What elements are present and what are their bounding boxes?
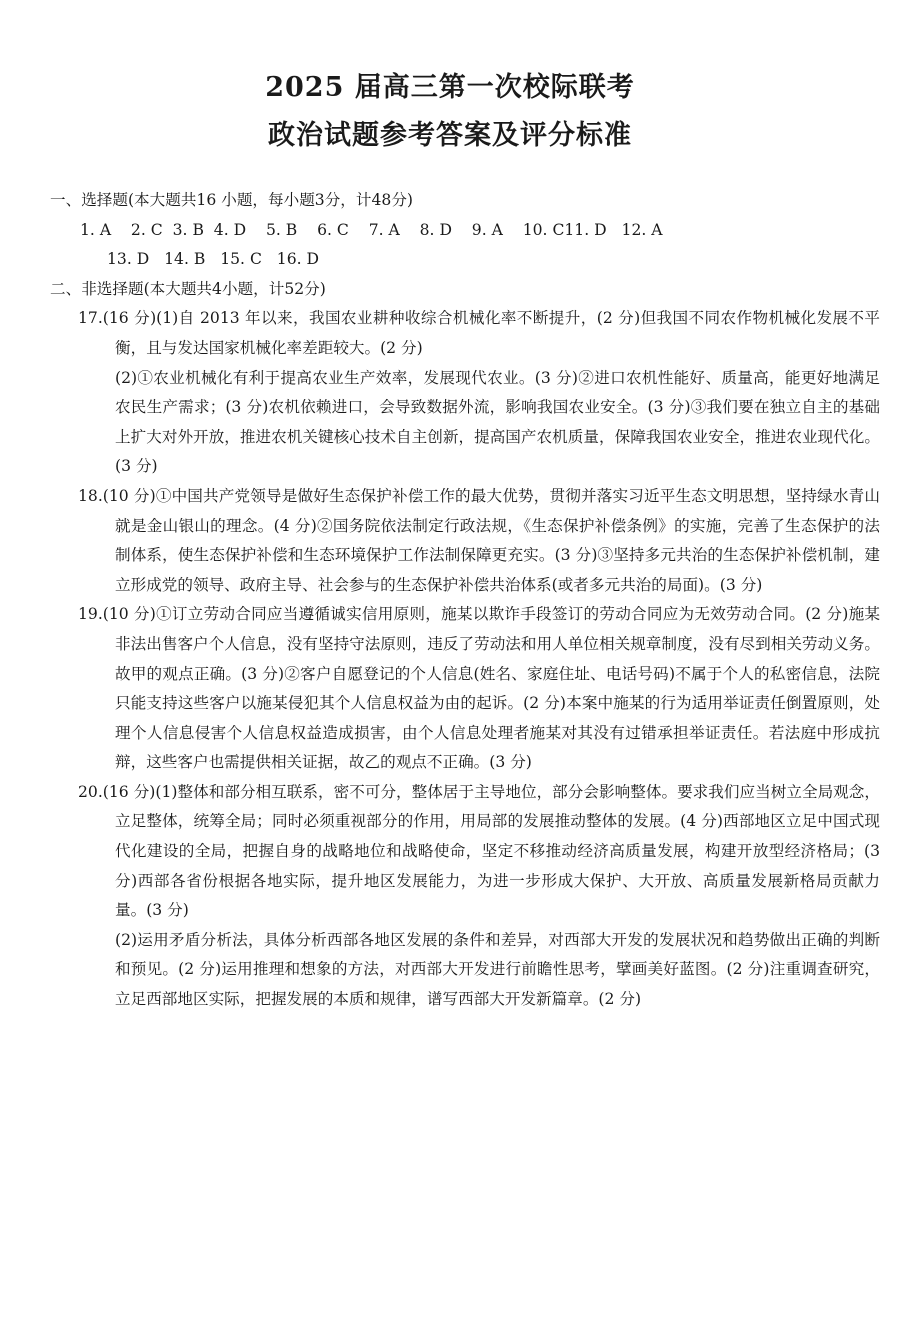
question-17 — [50, 304, 880, 482]
question-19 — [50, 600, 880, 778]
page-subtitle: 政治试题参考答案及评分标准 — [268, 120, 632, 151]
choice-answers-row-1: 1. A 2. C 3. B 4. D 5. B 6. C 7. A 8. D 9. A 10. C11. D 12. A — [80, 220, 663, 239]
section-choice-heading: 一、选择题(本大题共16 小题，每小题3分，计48分) — [50, 191, 414, 209]
page-title: 2025 届高三第一次校际联考 — [265, 72, 635, 103]
question-20-part-1: 20.(16 分)(1)整体和部分相互联系，密不可分，整体居于主导地位，部分会影响整体。要求我们应当树立全局观念，立足整体，统筹全局；同时必须重视部分的作用，用局部的发展推动整体的发展。(4 分)西部地区立足中国式现代化建设的全局，把握自身的战略地位和战略使命，坚定不移推动经济高质量发展，构建开放型经济格局；(3 分)西部各省份根据各地实际，提升地区发展能力，为进一步形成大保护、大开放、高质量发展新格局贡献力量。(3 分) — [78, 782, 880, 920]
question-18-answer: 18.(10 分)①中国共产党领导是做好生态保护补偿工作的最大优势，贯彻并落实习近平生态文明思想，坚持绿水青山就是金山银山的理念。(4 分)②国务院依法制定行政法规，《生态保护补偿条例》的实施，完善了生态保护的法制体系，使生态保护补偿和生态环境保护工作法制保障更充实。(3 分)③坚持多元共治的生态保护补偿机制，建立形成党的领导、政府主导、社会参与的生态保护补偿共治体系(或者多元共治的局面)。(3 分) — [78, 486, 880, 594]
answer-content — [50, 186, 880, 1015]
question-19-answer: 19.(10 分)①订立劳动合同应当遵循诚实信用原则，施某以欺诈手段签订的劳动合同应为无效劳动合同。(2 分)施某非法出售客户个人信息，没有坚持守法原则，违反了劳动法和用人单位相关规章制度，没有尽到相关劳动义务。故甲的观点正确。(3 分)②客户自愿登记的个人信息(姓名、家庭住址、电话号码)不属于个人的私密信息，法院只能支持这些客户以施某侵犯其个人信息权益为由的起诉。(2 分)本案中施某的行为适用举证责任倒置原则，处理个人信息侵害个人信息权益造成损害，由个人信息处理者施某对其没有过错承担举证责任。若法庭中形成抗辩，这些客户也需提供相关证据，故乙的观点不正确。(3 分) — [78, 605, 880, 772]
question-20-part-2: (2)运用矛盾分析法，具体分析西部各地区发展的条件和差异，对西部大开发的发展状况和趋势做出正确的判断和预见。(2 分)运用推理和想象的方法，对西部大开发进行前瞻性思考，擘画美好蓝图。(2 分)注重调查研究，立足西部地区实际，把握发展的本质和规律，谱写西部大开发新篇章。(2 分) — [115, 930, 880, 1009]
section-essay-heading: 二、非选择题(本大题共4小题，计52分) — [50, 279, 326, 298]
question-17-part-2: (2)①农业机械化有利于提高农业生产效率，发展现代农业。(3 分)②进口农机性能好、质量高，能更好地满足农民生产需求；(3 分)农机依赖进口，会导致数据外流，影响我国农业安全。(3 分)③我们要在独立自主的基础上扩大对外开放，推进农机关键核心技术自主创新，提高国产农机质量，保障我国农业安全，推进农业现代化。(3 分) — [115, 368, 880, 476]
question-20 — [50, 778, 880, 1015]
question-18 — [50, 482, 880, 600]
choice-answers-row-2: 13. D 14. B 15. C 16. D — [107, 250, 320, 269]
question-17-part-1: 17.(16 分)(1)自 2013 年以来，我国农业耕种收综合机械化率不断提升，(2 分)但我国不同农作物机械化发展不平衡，且与发达国家机械化率差距较大。(2 分) — [78, 309, 880, 357]
